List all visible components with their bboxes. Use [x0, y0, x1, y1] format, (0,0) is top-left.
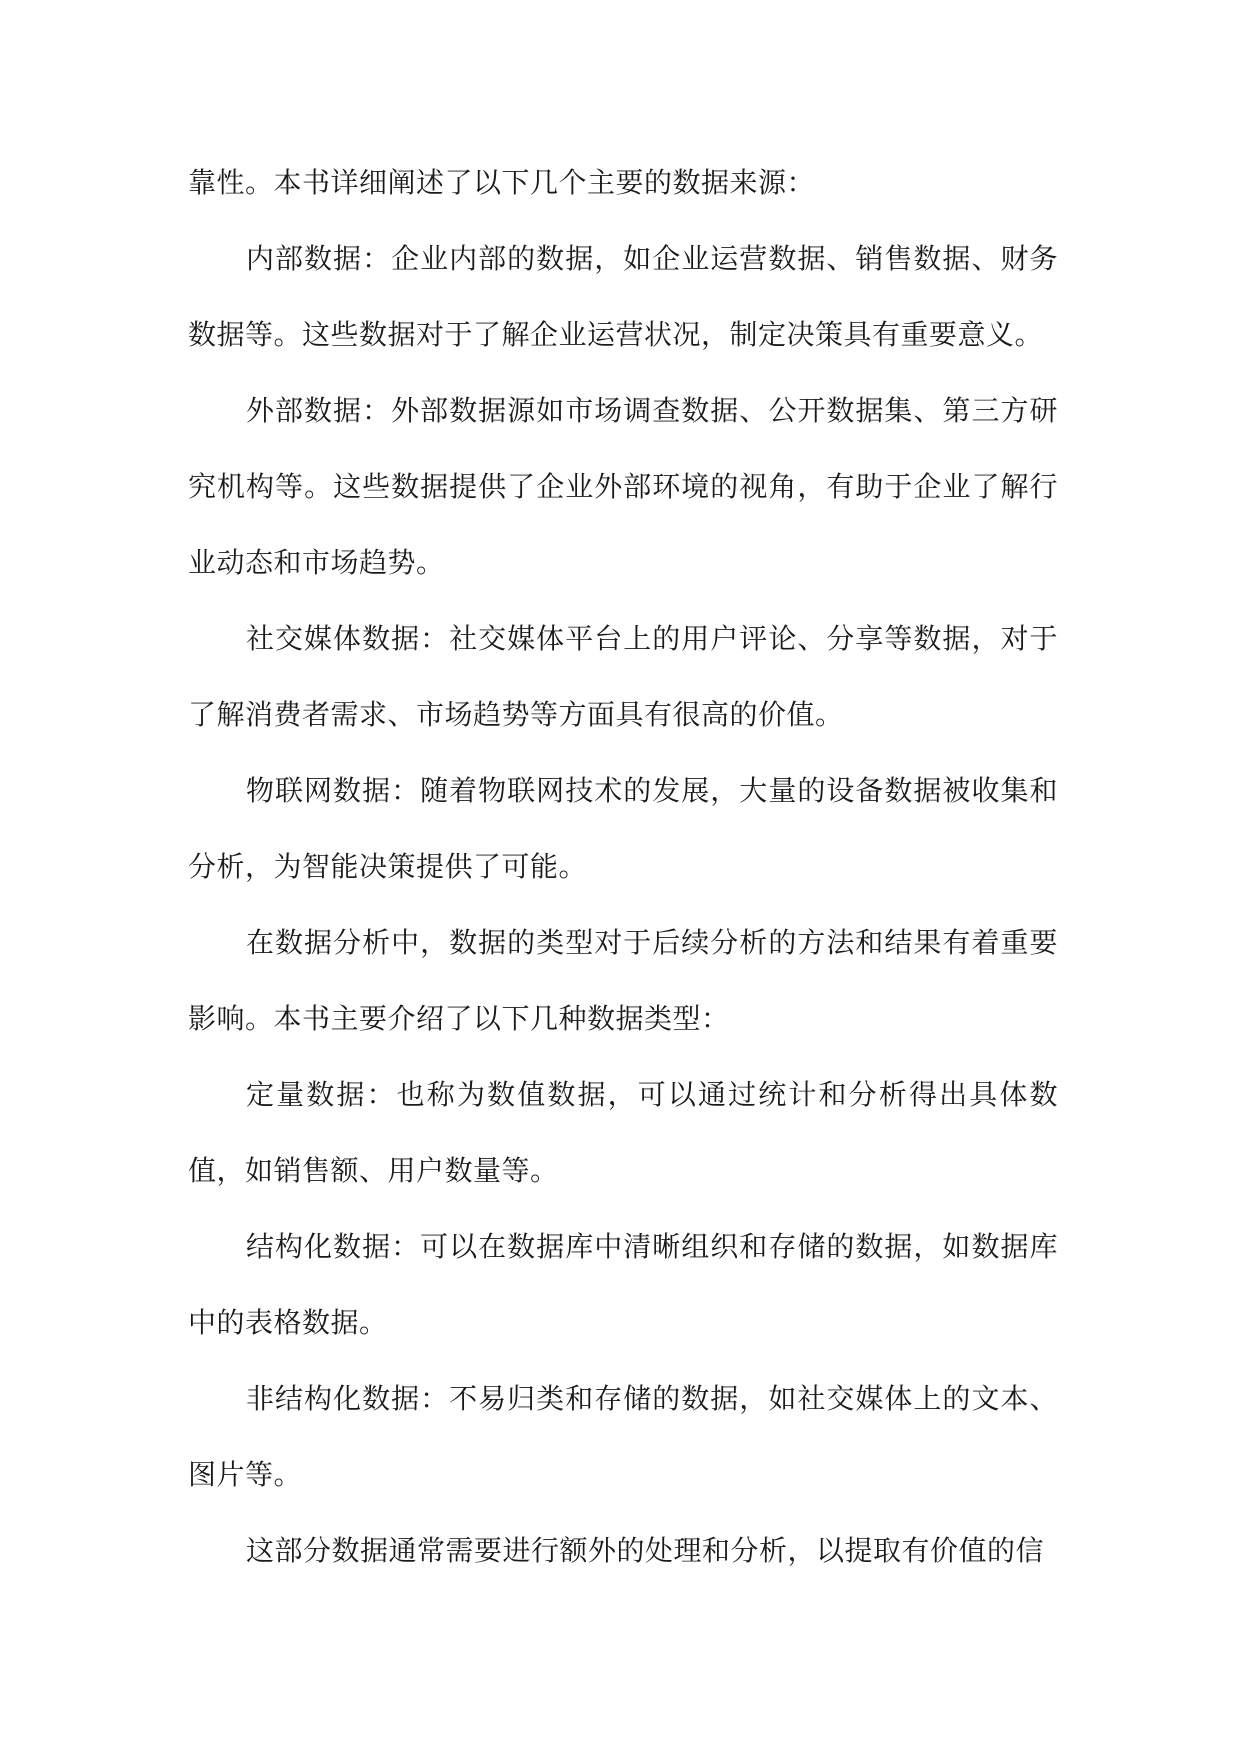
- paragraph-external-data: 外部数据：外部数据源如市场调查数据、公开数据集、第三方研究机构等。这些数据提供了企业外部环境的视角，有助于企业了解行业动态和市场趋势。: [188, 394, 1058, 579]
- paragraph-processing-note: 这部分数据通常需要进行额外的处理和分析，以提取有价值的信: [246, 1534, 1045, 1567]
- paragraph-1: 靠性。本书详细阐述了以下几个主要的数据来源：: [188, 166, 816, 199]
- paragraph-unstructured-data: 非结构化数据：不易归类和存储的数据，如社交媒体上的文本、图片等。: [188, 1382, 1058, 1491]
- paragraph-structured-data: 结构化数据：可以在数据库中清晰组织和存储的数据，如数据库中的表格数据。: [188, 1230, 1058, 1339]
- paragraph-internal-data: 内部数据：企业内部的数据，如企业运营数据、销售数据、财务数据等。这些数据对于了解企业运营状况，制定决策具有重要意义。: [188, 242, 1058, 351]
- paragraph-quantitative-data: 定量数据：也称为数值数据，可以通过统计和分析得出具体数值，如销售额、用户数量等。: [188, 1078, 1058, 1187]
- paragraph-social-media-data: 社交媒体数据：社交媒体平台上的用户评论、分享等数据，对于了解消费者需求、市场趋势等方面具有很高的价值。: [188, 622, 1058, 731]
- paragraph-iot-data: 物联网数据：随着物联网技术的发展，大量的设备数据被收集和分析，为智能决策提供了可能。: [188, 774, 1058, 883]
- paragraph-data-types-intro: 在数据分析中，数据的类型对于后续分析的方法和结果有着重要影响。本书主要介绍了以下几种数据类型：: [188, 926, 1058, 1035]
- body-text: [188, 145, 1058, 1589]
